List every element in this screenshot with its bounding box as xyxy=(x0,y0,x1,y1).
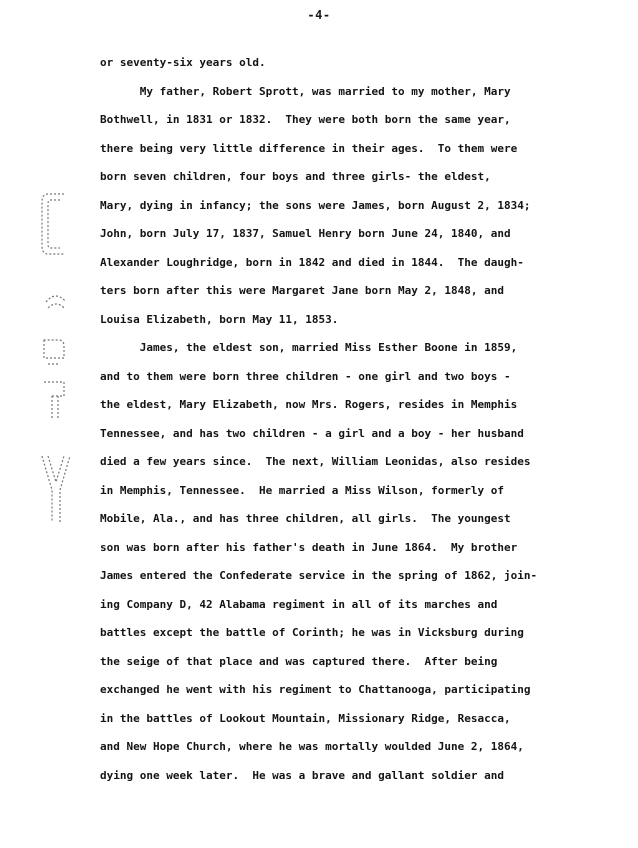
text-line: ters born after this were Margaret Jane born May 2, 1848, and xyxy=(100,284,504,297)
text-line: Tennessee, and has two children - a girl and a boy - her husband xyxy=(100,426,524,440)
text-line: died a few years since. The next, William Leonidas, also resides xyxy=(100,455,531,468)
typed-body-text xyxy=(100,49,600,790)
text-line: James, the eldest son, married Miss Esther Boone in 1859, xyxy=(100,341,518,354)
text-line: or seventy-six years old. xyxy=(100,56,266,69)
text-line: James entered the Confederate service in the spring of 1862, join- xyxy=(100,569,538,582)
text-line: son was born after his father's death in June 1864. My brother xyxy=(100,540,518,554)
text-line: Mobile, Ala., and has three children, all girls. The youngest xyxy=(100,512,511,525)
text-line: in the battles of Lookout Mountain, Missionary Ridge, Resacca, xyxy=(100,711,511,725)
text-line: My father, Robert Sprott, was married to my mother, Mary xyxy=(100,84,511,98)
text-line: in Memphis, Tennessee. He married a Miss Wilson, formerly of xyxy=(100,483,504,497)
text-line: battles except the battle of Corinth; he was in Vicksburg during xyxy=(100,626,524,639)
text-line: Alexander Loughridge, born in 1842 and died in 1844. The daugh- xyxy=(100,255,524,269)
copy-stamp-watermark xyxy=(38,190,74,530)
text-line: ing Company D, 42 Alabama regiment in all of its marches and xyxy=(100,597,498,611)
text-line: there being very little difference in their ages. To them were xyxy=(100,141,518,155)
text-line: born seven children, four boys and three girls- the eldest, xyxy=(100,170,491,183)
text-line: the seige of that place and was captured there. After being xyxy=(100,654,498,668)
text-line: Louisa Elizabeth, born May 11, 1853. xyxy=(100,312,339,326)
text-line: Bothwell, in 1831 or 1832. They were both born the same year, xyxy=(100,113,511,126)
text-line: and to them were born three children - one girl and two boys - xyxy=(100,369,511,383)
text-line: the eldest, Mary Elizabeth, now Mrs. Rogers, resides in Memphis xyxy=(100,398,518,411)
text-line: and New Hope Church, where he was mortally woulded June 2, 1864, xyxy=(100,740,524,753)
text-line: exchanged he went with his regiment to Chattanooga, participating xyxy=(100,683,531,696)
text-line: Mary, dying in infancy; the sons were James, born August 2, 1834; xyxy=(100,198,531,212)
text-line: John, born July 17, 1837, Samuel Henry born June 24, 1840, and xyxy=(100,227,511,240)
text-line: dying one week later. He was a brave and gallant soldier and xyxy=(100,768,504,782)
page-number: -4- xyxy=(307,8,331,22)
